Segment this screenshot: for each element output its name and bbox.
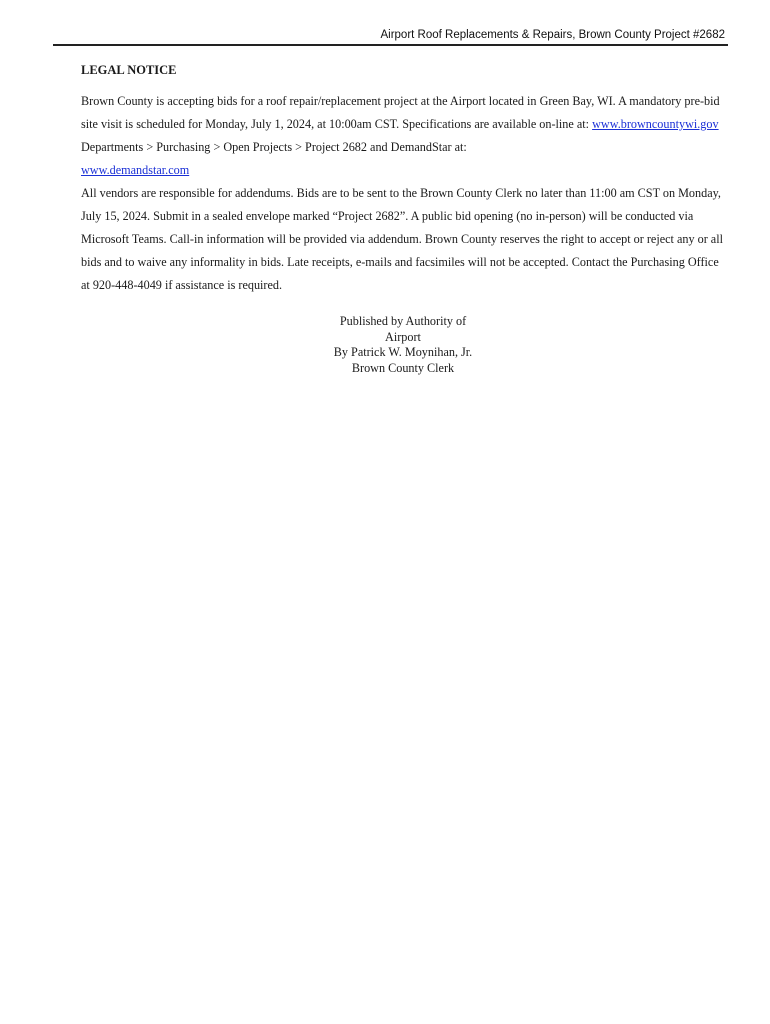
paragraph-1-text: Brown County is accepting bids for a roof repair/replacement project at the Airport located in Green Bay, WI. A mandatory pre-bid site visit is scheduled for Monday, July 1, 2024, at 10:00am CST. Specifications are available on-line at: (81, 94, 720, 131)
page-header: Airport Roof Replacements & Repairs, Brown County Project #2682 (380, 29, 725, 41)
signature-line-2: Airport (385, 329, 421, 344)
header-divider (53, 44, 728, 46)
notice-paragraph-1 (81, 90, 726, 182)
signature-line-3: By Patrick W. Moynihan, Jr. (333, 345, 473, 359)
notice-paragraph-2: All vendors are responsible for addendums. Bids are to be sent to the Brown County Clerk no later than 11:00 am CST on Monday, July 15, 2024. Submit in a sealed envelope marked “Project 2682”. A public bid opening (no in-person) will be conducted via Microsoft Teams. Call-in information will be provided via addendum. Brown County reserves the right to accept or reject any or all bids and to waive any informality in bids. Late receipts, e-mails and facsimiles will not be accepted. Contact the Purchasing Office at 920-448-4049 if assistance is required. (81, 186, 723, 292)
signature-line-4: Brown County Clerk (351, 360, 455, 375)
notice-body (81, 90, 726, 297)
demandstar-link[interactable]: www.demandstar.com (81, 163, 190, 177)
notice-title: LEGAL NOTICE (81, 63, 177, 77)
browncounty-link[interactable]: www.browncountywi.gov (592, 117, 719, 131)
signature-block (303, 314, 503, 376)
signature-line-1: Published by Authority of (339, 314, 467, 328)
paragraph-1-continuation: Departments > Purchasing > Open Projects > Project 2682 and DemandStar at: (81, 140, 467, 154)
